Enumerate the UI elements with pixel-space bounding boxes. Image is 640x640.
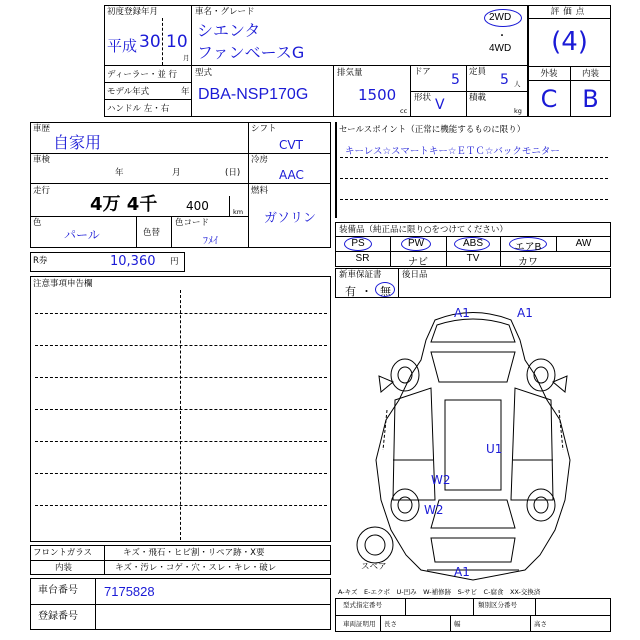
color-no-label: 色替 [143, 228, 161, 238]
cc-unit: cc [400, 107, 408, 115]
recycle-label: R券 [33, 256, 48, 266]
equip-abs: ABS [462, 238, 483, 249]
drive-sep: ・ [497, 31, 507, 42]
shape-value: V [435, 97, 445, 113]
reg-month: 10 [166, 32, 188, 52]
equip-aw: AW [575, 238, 592, 249]
load-label: 積載 [469, 93, 487, 103]
equip-pw: PW [407, 238, 425, 249]
model-year-unit: 年 [181, 87, 190, 97]
mileage-extra: 400 [186, 199, 209, 213]
selling-points-label: セールスポイント（正常に機能するものに限り） [339, 125, 526, 135]
car-body-outline [376, 313, 570, 581]
height-label: 高さ [534, 620, 547, 628]
plate-label: 車両証明用 [343, 620, 376, 628]
score-value: (4) [551, 27, 588, 57]
recycle-block [30, 252, 185, 272]
interior-grade: B [582, 85, 599, 113]
mileage-value: 4万 4千 [90, 194, 158, 215]
equip-sr: SR [355, 253, 370, 264]
windshield-text: キズ・飛石・ヒビ割・リペア跡・X要 [123, 548, 265, 558]
spare-label: スペア [361, 562, 387, 572]
name-grade-label: 車名・グレード [195, 7, 255, 17]
damage-mark-w2-rear-left: W2 [431, 473, 451, 487]
inspection-label: 車検 [33, 155, 51, 165]
equip-ps: PS [351, 238, 365, 249]
shift-value: CVT [279, 138, 303, 152]
capacity-label: 定員 [469, 67, 487, 77]
ac-label: 冷房 [251, 155, 269, 165]
usage-label: 車歴 [33, 124, 51, 134]
type-label: 型式 [195, 68, 213, 78]
capacity-value: 5 [500, 72, 509, 88]
cert-label: 型式指定番号 [343, 601, 382, 609]
equip-tv: TV [466, 253, 480, 264]
damage-mark-w2-rear-left-2: W2 [424, 503, 444, 517]
windshield-label: フロントガラス [33, 548, 92, 558]
interior-label: 内装 [581, 69, 599, 79]
fuel-label: 燃料 [251, 186, 269, 196]
load-unit: kg [514, 107, 522, 115]
damage-mark-a1-rear: A1 [454, 565, 470, 579]
type-value: DBA-NSP170G [198, 86, 309, 103]
reg-year: 30 [139, 32, 161, 52]
selling-points-line1: キーレス☆スマートキー☆ＥＴＣ☆バックモニター [345, 146, 560, 157]
recycle-unit: 円 [170, 257, 179, 267]
color-code-label: 色コード [175, 218, 210, 228]
door-value: 5 [451, 72, 460, 88]
notes-label: 注意事項申告欄 [33, 279, 93, 289]
mileage-unit: km [233, 208, 244, 216]
equip-airbag: エアB [514, 242, 542, 253]
displacement-label: 排気量 [337, 68, 363, 78]
interior-label: 内装 [55, 563, 73, 573]
inspection-day: (日) [225, 168, 241, 178]
class-label: 類別区分番号 [478, 601, 517, 609]
inspection-year: 年 [115, 168, 124, 178]
color-code-value: ﾌﾒｲ [203, 236, 218, 247]
drive-2wd: 2WD [489, 12, 512, 23]
chassis-value: 7175828 [104, 584, 155, 599]
color-label: 色 [33, 218, 42, 228]
later-label: 後日品 [402, 270, 428, 280]
car-grade: ファンベースG [197, 43, 305, 62]
exterior-grade: C [540, 85, 558, 113]
damage-mark-a1-front-right: A1 [517, 306, 533, 320]
width-label: 幅 [454, 620, 461, 628]
score-label: 評価点 [550, 7, 589, 17]
era-label: 平成 [107, 37, 138, 55]
damage-mark-u1-roof: U1 [486, 442, 503, 456]
ac-value: AAC [279, 168, 304, 182]
usage-value: 自家用 [53, 133, 102, 152]
mileage-label: 走行 [33, 186, 51, 196]
shape-label: 形状 [414, 93, 432, 103]
car-damage-diagram [335, 300, 611, 590]
shift-label: シフト [251, 124, 277, 134]
warranty-none: 無 [380, 286, 391, 298]
interior-text: キズ・汚レ・コゲ・穴・スレ・キレ・破レ [115, 563, 277, 573]
length-label: 長さ [384, 620, 397, 628]
dealer-label: ディーラー・並 行 [107, 70, 178, 80]
exterior-label: 外装 [540, 69, 558, 79]
warranty-label: 新車保証書 [339, 270, 382, 280]
inspection-month: 月 [172, 168, 181, 178]
chassis-label: 車台番号 [38, 585, 78, 596]
displacement-value: 1500 [358, 86, 397, 104]
spare-tire [357, 527, 393, 563]
recycle-amount: 10,360 [110, 254, 156, 269]
equip-leather: カワ [518, 257, 538, 268]
warranty-have: 有 [345, 286, 356, 298]
fuel-value: ガソリン [264, 211, 317, 226]
model-year-label: モデル年式 [107, 87, 150, 97]
damage-legend: A-キズ E-エクボ U-凹み W-補修跡 S-サビ C-腐食 XX-交換済 [338, 588, 541, 596]
car-name: シエンタ [197, 21, 261, 40]
drive-4wd: 4WD [489, 43, 512, 54]
door-label: ドア [414, 67, 431, 77]
handle-label: ハンドル 左・右 [107, 104, 170, 114]
capacity-unit: 人 [514, 80, 521, 88]
reg-month-unit: 月 [183, 54, 190, 62]
warranty-sep: ・ [361, 286, 372, 298]
equip-navi: ナビ [408, 257, 428, 268]
warranty-circle [375, 282, 395, 297]
equipment-label: 装備品（純正品に限り○をつけてください） [339, 225, 508, 235]
header-block [104, 5, 528, 117]
reg-label: 登録番号 [38, 611, 78, 622]
selling-points-block [335, 122, 337, 218]
first-reg-label: 初度登録年月 [107, 7, 159, 17]
color-value: パール [64, 228, 100, 242]
damage-mark-a1-front-left: A1 [454, 306, 470, 320]
